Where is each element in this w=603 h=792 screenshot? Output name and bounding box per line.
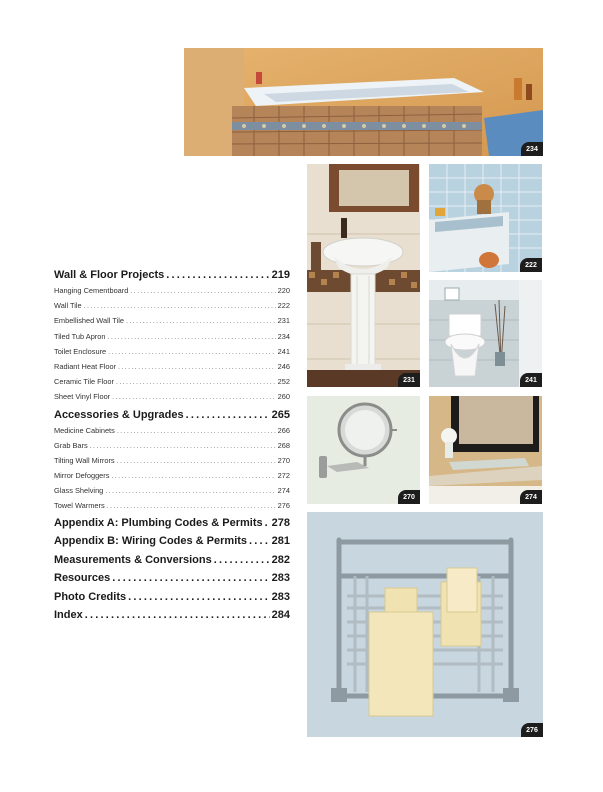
glass-shelf-illustration: [429, 396, 542, 504]
toc-entry[interactable]: Toilet Enclosure ..... 241: [54, 347, 290, 362]
page-badge: 231: [398, 373, 420, 387]
glass-shelving-photo: [429, 396, 542, 504]
toc-appendix-entry[interactable]: Appendix A: Plumbing Codes & Permits ..... 278: [54, 517, 290, 536]
toc-entry[interactable]: Tilting Wall Mirrors ..... 270: [54, 456, 290, 471]
toc-appendix-entry[interactable]: Appendix B: Wiring Codes & Permits ..... 281: [54, 535, 290, 554]
toc-entry[interactable]: Ceramic Tile Floor ..... 252: [54, 377, 290, 392]
toc-entry[interactable]: Hanging Cementboard ..... 220: [54, 286, 290, 301]
table-of-contents: [54, 268, 290, 628]
toc-entry[interactable]: Wall Tile ..... 222: [54, 301, 290, 316]
page-badge: 241: [520, 373, 542, 387]
towel-warmer-photo: [307, 512, 543, 737]
pedestal-sink-illustration: [307, 164, 420, 387]
toilet-enclosure-photo: [429, 280, 542, 387]
page-badge: 234: [521, 142, 543, 156]
toc-entry[interactable]: Sheet Vinyl Floor ..... 260: [54, 392, 290, 407]
tub-apron-illustration: [184, 48, 543, 156]
toc-appendix-entry[interactable]: Resources ..... 283: [54, 572, 290, 591]
toc-entry[interactable]: Radiant Heat Floor ..... 246: [54, 362, 290, 377]
wall-tile-photo: [429, 164, 542, 272]
toc-entry[interactable]: Mirror Defoggers ..... 272: [54, 471, 290, 486]
embellished-tile-photo: [307, 164, 420, 387]
page-badge: 276: [521, 723, 543, 737]
tilting-mirror-photo: [307, 396, 420, 504]
toc-entry[interactable]: Towel Warmers ..... 276: [54, 501, 290, 516]
wall-tile-illustration: [429, 164, 542, 272]
toilet-illustration: [429, 280, 542, 387]
toc-entry[interactable]: Embellished Wall Tile ..... 231: [54, 316, 290, 331]
toc-entry[interactable]: Grab Bars ..... 268: [54, 441, 290, 456]
toc-entry[interactable]: Glass Shelving ..... 274: [54, 486, 290, 501]
toc-section-heading[interactable]: Wall & Floor Projects ..... 219: [54, 269, 290, 286]
page-badge: 270: [398, 490, 420, 504]
page-badge: 274: [520, 490, 542, 504]
toc-appendix-entry[interactable]: Measurements & Conversions ..... 282: [54, 554, 290, 573]
tilting-mirror-illustration: [307, 396, 420, 504]
toc-section-heading[interactable]: Accessories & Upgrades ..... 265: [54, 409, 290, 426]
tub-apron-photo: [184, 48, 543, 156]
toc-entry[interactable]: Tiled Tub Apron ..... 234: [54, 332, 290, 347]
toc-entry[interactable]: Medicine Cabinets ..... 266: [54, 426, 290, 441]
toc-appendix-entry[interactable]: Index ..... 284: [54, 609, 290, 628]
towel-warmer-illustration: [307, 512, 543, 737]
toc-appendix-entry[interactable]: Photo Credits ..... 283: [54, 591, 290, 610]
page-badge: 222: [520, 258, 542, 272]
